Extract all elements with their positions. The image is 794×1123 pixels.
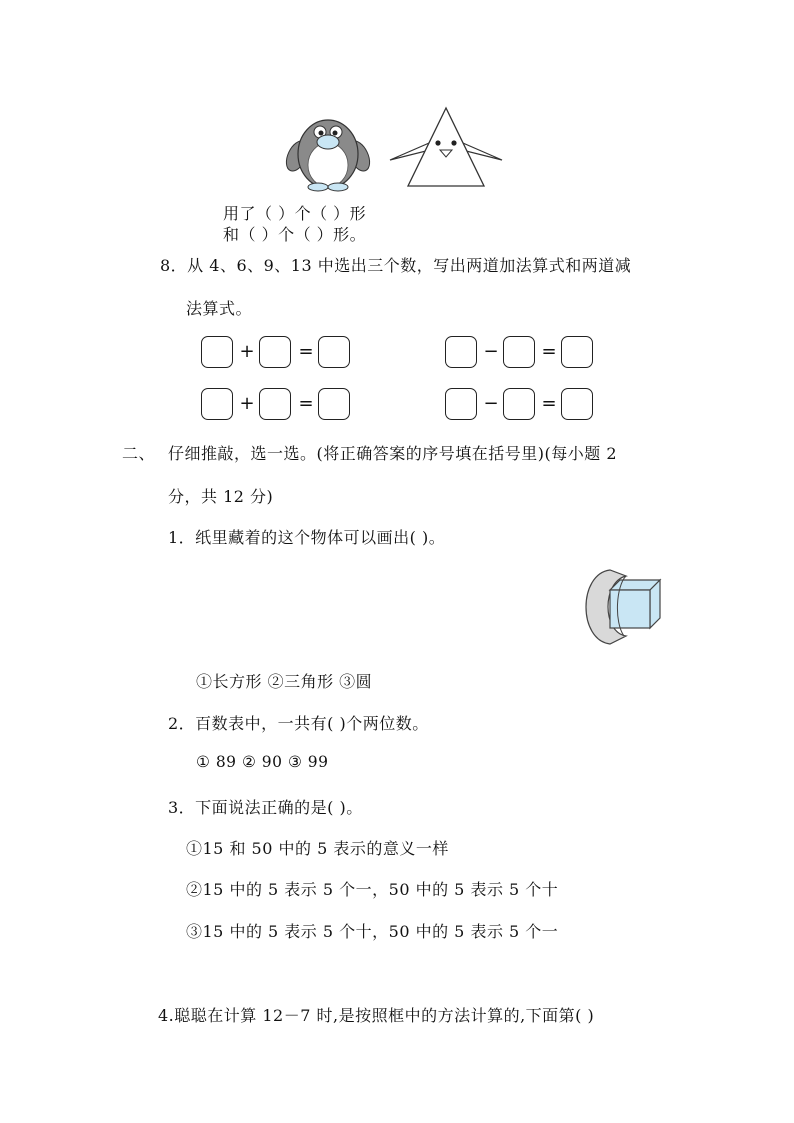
question-3-prompt: 3．下面说法正确的是( )。 [168,798,363,817]
section-number: 二、 [122,444,156,463]
penguin-figure [284,110,374,192]
answer-box[interactable] [445,388,477,420]
answer-box[interactable] [201,388,233,420]
equals-sign: = [298,341,314,362]
question-1-prompt: 1．纸里藏着的这个物体可以画出( )。 [168,528,446,547]
answer-box[interactable] [503,388,535,420]
question-1-options: ①长方形 ②三角形 ③圆 [196,672,373,691]
minus-sign: − [483,393,499,414]
section-title-line2: 分，共 12 分) [168,487,274,506]
plus-sign: + [239,393,255,414]
answer-box[interactable] [259,388,291,420]
q7-line2: 和（ ）个（ ）形。 [223,225,367,244]
minus-sign: − [483,341,499,362]
plus-sign: + [239,341,255,362]
answer-box[interactable] [445,336,477,368]
question-3-option-2: ②15 中的 5 表示 5 个一，50 中的 5 表示 5 个十 [186,880,559,899]
triangle-bird-figure [384,106,508,190]
answer-box[interactable] [259,336,291,368]
question-2-options: ① 89 ② 90 ③ 99 [196,753,329,771]
equals-sign: = [541,341,557,362]
q7-line1: 用了（ ）个（ ）形 [223,204,367,223]
question-4-prompt: 4.聪聪在计算 12－7 时,是按照框中的方法计算的,下面第( ) [158,1006,595,1025]
equals-sign: = [298,393,314,414]
answer-box[interactable] [561,388,593,420]
q8-prompt-line1: 8．从 4、6、9、13 中选出三个数，写出两道加法算式和两道减 [160,256,632,275]
answer-box[interactable] [318,388,350,420]
answer-box[interactable] [201,336,233,368]
answer-box[interactable] [561,336,593,368]
q8-prompt-line2: 法算式。 [186,299,253,318]
answer-box[interactable] [503,336,535,368]
question-2-prompt: 2．百数表中，一共有( )个两位数。 [168,714,429,733]
hidden-cube-figure [576,566,666,648]
answer-box[interactable] [318,336,350,368]
section-title-line1: 仔细推敲，选一选。(将正确答案的序号填在括号里)(每小题 2 [168,444,617,463]
question-3-option-1: ①15 和 50 中的 5 表示的意义一样 [186,839,449,858]
question-3-option-3: ③15 中的 5 表示 5 个十，50 中的 5 表示 5 个一 [186,922,559,941]
equals-sign: = [541,393,557,414]
